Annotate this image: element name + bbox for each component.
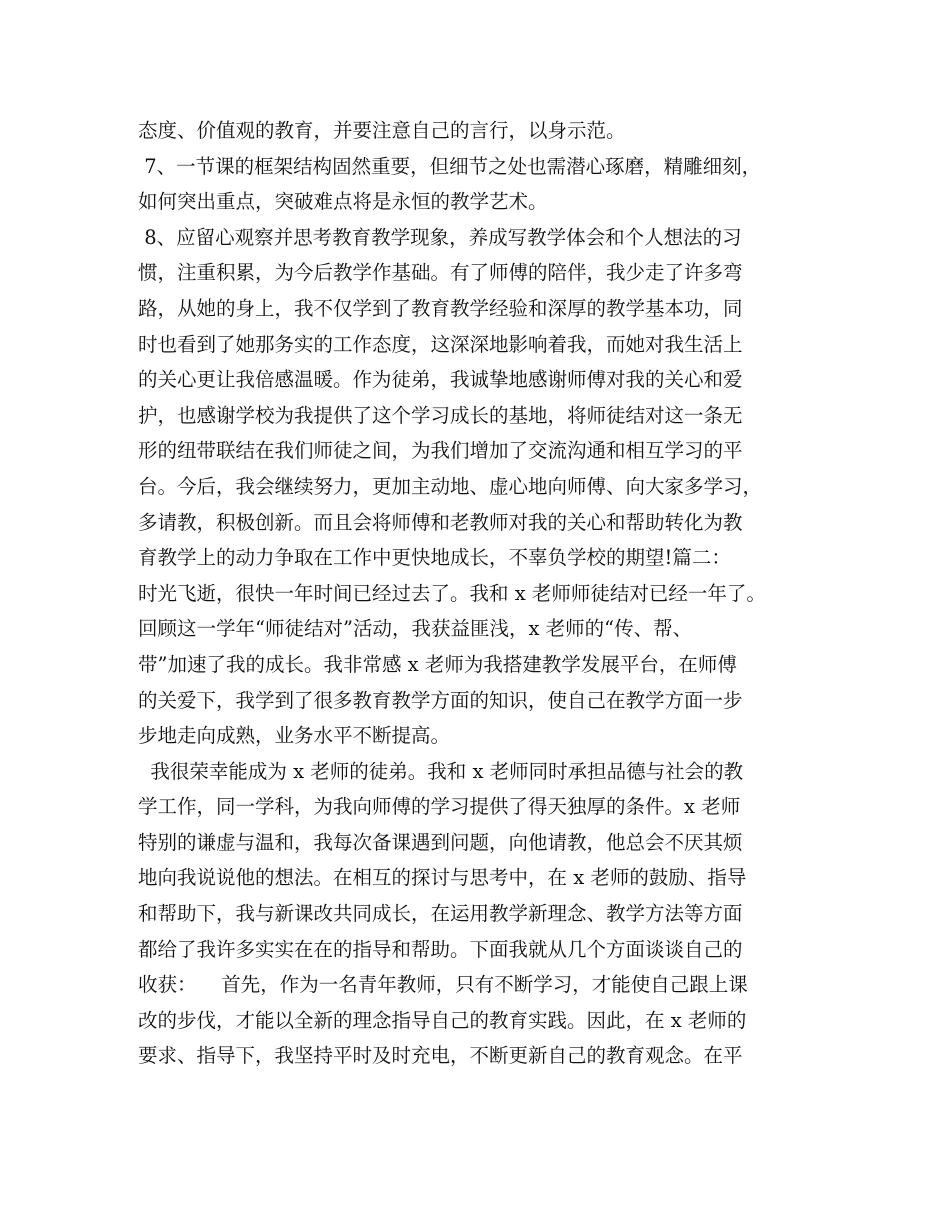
text-line: 时也看到了她那务实的工作态度，这深深地影响着我，而她对我生活上 <box>138 332 743 356</box>
text-line: 惯，注重积累，为今后教学作基础。有了师傅的陪伴，我少走了许多弯 <box>138 261 743 285</box>
text-line: 改的步伐，才能以全新的理念指导自己的教育实践。因此，在 x 老师的 <box>138 1008 747 1032</box>
text-line: 要求、指导下，我坚持平时及时充电，不断更新自己的教育观念。在平 <box>138 1044 743 1068</box>
text-line: 和帮助下，我与新课改共同成长，在运用教学新理念、教学方法等方面 <box>138 902 743 926</box>
text-line: 我很荣幸能成为 x 老师的徒弟。我和 x 老师同时承担品德与社会的教 <box>138 759 744 783</box>
document-body <box>138 113 838 1074</box>
text-line: 步地走向成熟，业务水平不断提高。 <box>138 724 451 748</box>
text-line: 态度、价值观的教育，并要注意自己的言行，以身示范。 <box>138 119 626 142</box>
text-line: 7、一节课的框架结构固然重要，但细节之处也需潜心琢磨，精雕细刻， <box>138 154 762 178</box>
text-line: 台。今后，我会继续努力，更加主动地、虚心地向师傅、向大家多学习， <box>138 474 763 498</box>
text-line: 多请教，积极创新。而且会将师傅和老教师对我的关心和帮助转化为教 <box>138 510 743 534</box>
text-line: 时光飞逝，很快一年时间已经过去了。我和 x 老师师徒结对已经一年了。 <box>138 581 766 605</box>
text-line: 学工作，同一学科，为我向师傅的学习提供了得天独厚的条件。x 老师 <box>138 795 741 819</box>
text-line: 都给了我许多实实在在的指导和帮助。下面我就从几个方面谈谈自己的 <box>138 937 743 961</box>
text-line: 的关心更让我倍感温暖。作为徒弟，我诚挚地感谢师傅对我的关心和爱 <box>138 368 743 392</box>
text-line: 收获： 首先，作为一名青年教师，只有不断学习，才能使自己跟上课 <box>138 973 748 997</box>
text-line: 带”加速了我的成长。我非常感 x 老师为我搭建教学发展平台，在师傅 <box>138 652 737 676</box>
text-line: 如何突出重点，突破难点将是永恒的教学艺术。 <box>138 190 548 214</box>
text-line: 育教学上的动力争取在工作中更快地成长，不辜负学校的期望!篇二： <box>138 546 731 570</box>
text-line: 8、应留心观察并思考教育教学现象，养成写教学体会和个人想法的习 <box>138 225 742 249</box>
text-line: 护，也感谢学校为我提供了这个学习成长的基地，将师徒结对这一条无 <box>138 403 743 427</box>
text-line: 形的纽带联结在我们师徒之间，为我们增加了交流沟通和相互学习的平 <box>138 439 743 463</box>
text-line: 的关爱下，我学到了很多教育教学方面的知识，使自己在教学方面一步 <box>138 688 743 712</box>
text-line: 路，从她的身上，我不仅学到了教育教学经验和深厚的教学基本功，同 <box>138 296 743 320</box>
text-line: 地向我说说他的想法。在相互的探讨与思考中，在 x 老师的鼓励、指导 <box>138 866 747 890</box>
text-line: 回顾这一学年“师徒结对”活动，我获益匪浅，x 老师的“传、帮、 <box>138 617 693 641</box>
text-line: 特别的谦虚与温和，我每次备课遇到问题，向他请教，他总会不厌其烦 <box>138 830 743 854</box>
